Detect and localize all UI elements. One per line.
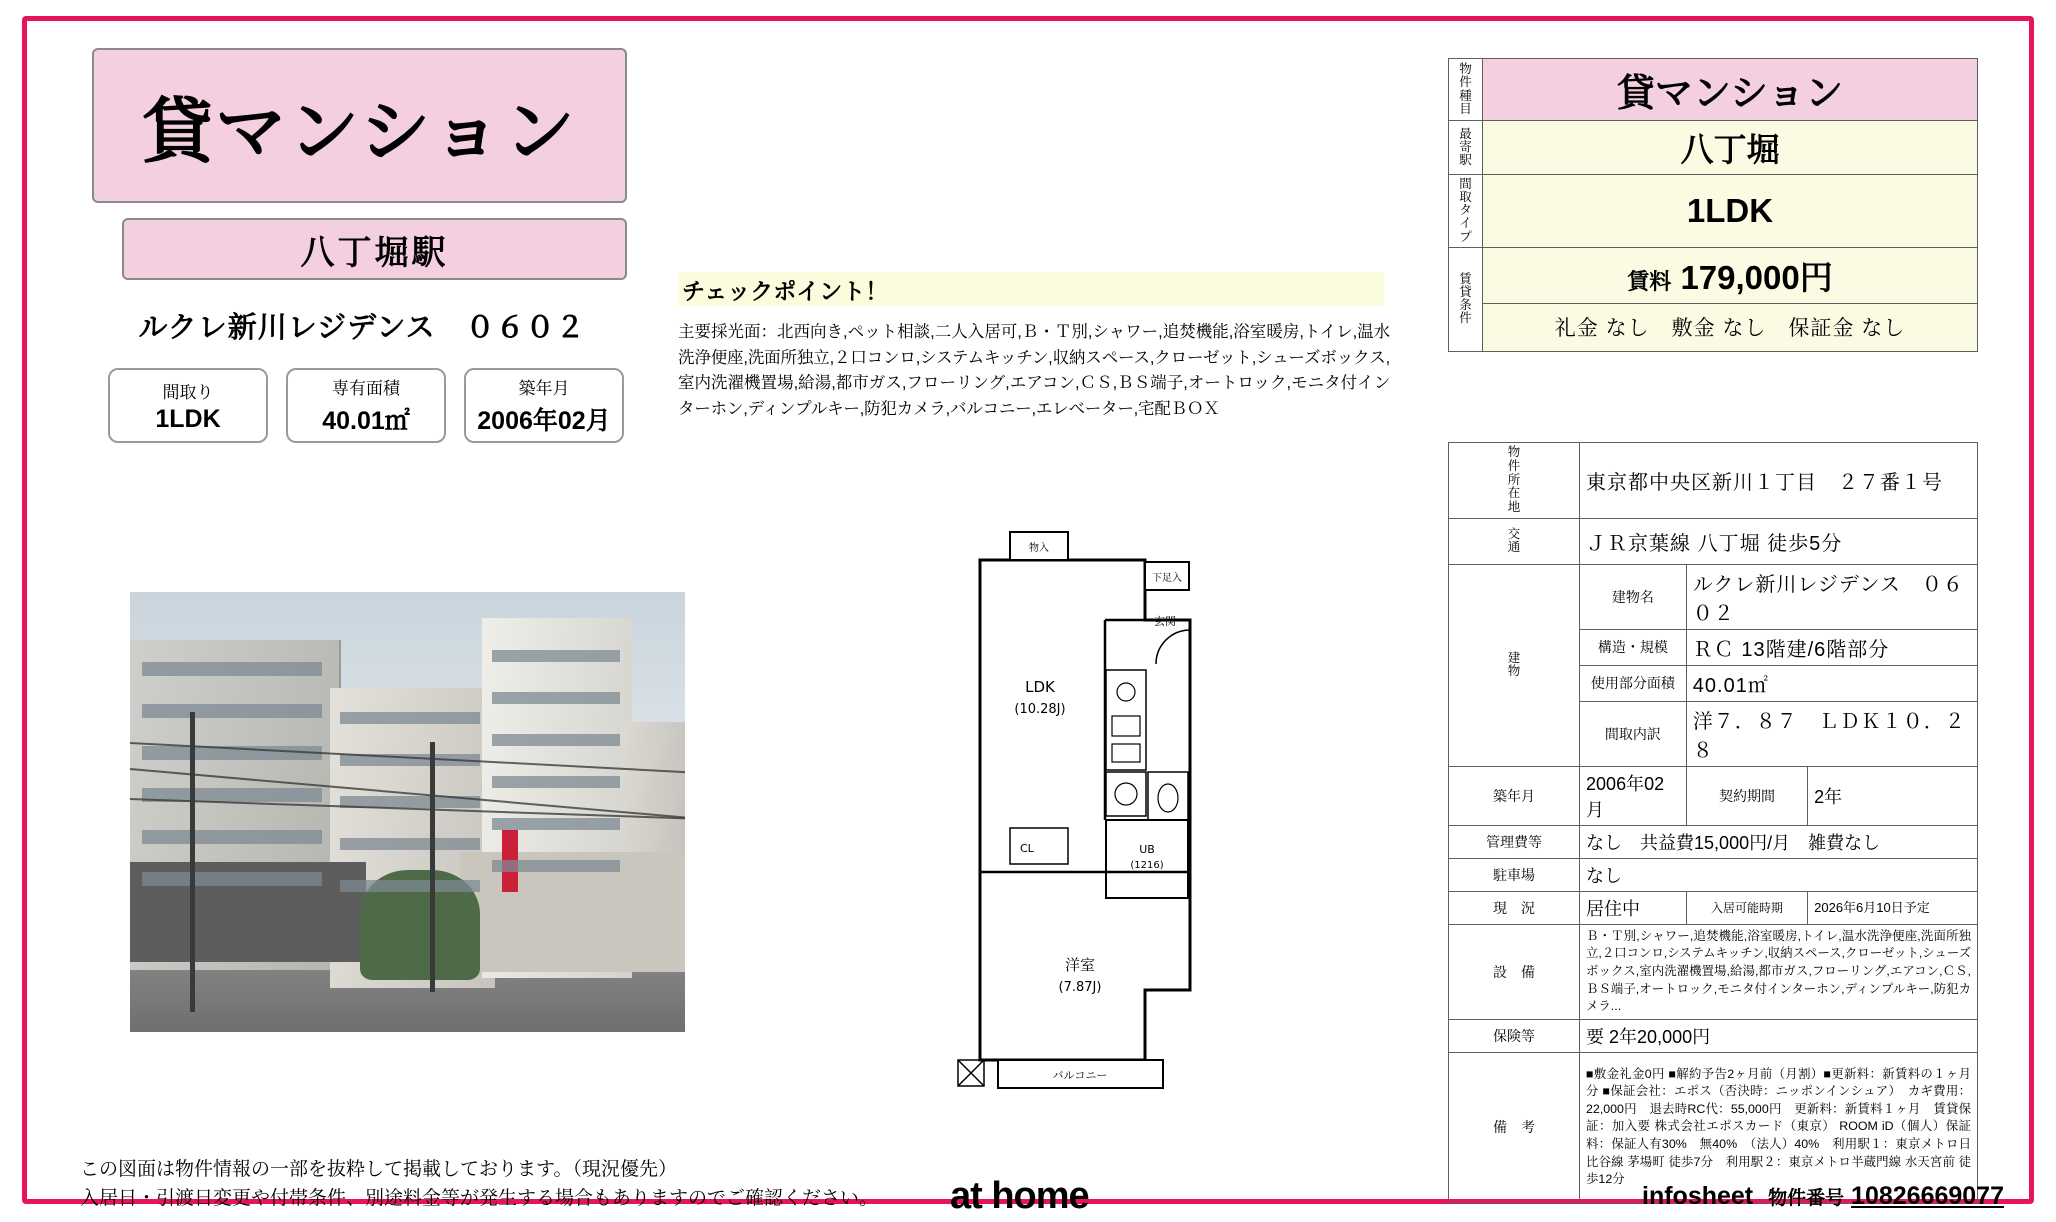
photo-window [142, 830, 322, 844]
spec-summary [108, 368, 624, 443]
label-remarks: 備 考 [1449, 1052, 1580, 1202]
label-address: 物 件 所 在 地 [1449, 443, 1580, 519]
photo-window [492, 776, 620, 788]
value-status: 居住中 [1580, 891, 1687, 924]
table-row [1449, 59, 1978, 121]
label-built: 築年月 [1449, 766, 1580, 825]
row-value-layout: 1LDK [1483, 175, 1978, 248]
building-name: ルクレ新川レジデンス ０６０２ [138, 312, 586, 344]
label-equipment: 設 備 [1449, 924, 1580, 1019]
value-mgmt: なし 共益費15,000円/月 雑費なし [1580, 825, 1978, 858]
table-row [1449, 766, 1978, 825]
spec-layout-label: 間取り [162, 382, 214, 402]
value-area: 40.01㎡ [1686, 665, 1977, 701]
photo-window [142, 872, 322, 886]
value-insurance: 要 2年20,000円 [1580, 1019, 1978, 1052]
checkpoint-title: チェックポイント！ [678, 272, 1384, 306]
table-row [1449, 858, 1978, 891]
value-layout-detail: 洋７．８７ ＬＤＫ１０．２８ [1686, 701, 1977, 766]
spec-built-value: 2006年02月 [477, 407, 611, 435]
table-row [1449, 443, 1978, 519]
property-type-title [92, 48, 627, 203]
table-row [1449, 247, 1978, 303]
value-building-name: ルクレ新川レジデンス ０６０２ [1686, 564, 1977, 629]
summary-panel [1448, 58, 1978, 352]
svg-text:洋室: 洋室 [1064, 956, 1096, 974]
photo-window [340, 838, 480, 850]
athome-logo [950, 1175, 1089, 1218]
footer-note-line2: 入居日・引渡日変更や付帯条件、別途料金等が発生する場合もありますのでご確認ください。 [80, 1188, 879, 1210]
photo-window [492, 734, 620, 746]
row-value-type: 貸マンション [1483, 59, 1978, 121]
svg-text:UB: UB [1139, 843, 1155, 856]
value-structure: ＲＣ 13階建/6階部分 [1686, 629, 1977, 665]
photo-utility-pole [190, 712, 195, 1012]
value-address: 東京都中央区新川１丁目 ２７番１号 [1580, 443, 1978, 519]
athome-logo-text: at home [950, 1175, 1089, 1217]
row-value-station: 八丁堀 [1483, 121, 1978, 175]
station-text: 八丁堀駅 [300, 233, 449, 272]
svg-text:(10.28J): (10.28J) [1014, 702, 1066, 717]
spec-built [464, 368, 624, 443]
svg-text:下足入: 下足入 [1152, 573, 1182, 584]
svg-text:CL: CL [1020, 842, 1034, 855]
deposit-conditions: 礼金 なし 敷金 なし 保証金 なし [1483, 303, 1978, 351]
svg-text:(7.87J): (7.87J) [1058, 980, 1102, 995]
value-built: 2006年02月 [1580, 766, 1687, 825]
photo-utility-pole [430, 742, 435, 992]
label-access: 交 通 [1449, 518, 1580, 564]
photo-window [142, 662, 322, 676]
table-row [1449, 1019, 1978, 1052]
table-row [1449, 825, 1978, 858]
value-equipment: Ｂ・Ｔ別,シャワー,追焚機能,浴室暖房,トイレ,温水洗浄便座,洗面所独立,２口コンロ,システムキッチン,収納スペース,クローゼット,シューズボックス,室内洗濯機置場,給湯,都市ガス,フローリング,エアコン,ＣＳ,ＢＳ端子,オートロック,モニタ付インターホン,ディンプルキー,防犯カメラ... [1580, 924, 1978, 1019]
label-building: 建 物 [1449, 564, 1580, 766]
table-row [1449, 121, 1978, 175]
photo-window [340, 712, 480, 724]
value-access: ＪＲ京葉線 八丁堀 徒歩5分 [1580, 518, 1978, 564]
spec-area-label: 専有面積 [332, 379, 400, 398]
value-parking: なし [1580, 858, 1978, 891]
svg-text:(1216): (1216) [1130, 860, 1164, 871]
label-building-name: 建物名 [1580, 564, 1687, 629]
bukken-label: 物件番号 [1768, 1188, 1845, 1209]
svg-text:バルコニー: バルコニー [1052, 1069, 1108, 1082]
spec-built-label: 築年月 [518, 379, 570, 398]
property-type-text: 貸マンション [142, 89, 577, 173]
svg-text:物入: 物入 [1029, 543, 1049, 554]
spec-area-value: 40.01㎡ [322, 407, 410, 435]
label-mgmt: 管理費等 [1449, 825, 1580, 858]
label-structure: 構造・規模 [1580, 629, 1687, 665]
row-label-station: 最 寄 駅 [1449, 121, 1483, 175]
rent-value: 179,000円 [1680, 258, 1833, 296]
summary-table [1448, 58, 1978, 352]
table-row [1449, 518, 1978, 564]
detail-panel [1448, 442, 1978, 1203]
value-contract: 2年 [1808, 766, 1978, 825]
label-area: 使用部分面積 [1580, 665, 1687, 701]
infosheet-label: infosheet [1642, 1182, 1754, 1210]
rent-label: 賃料 [1627, 268, 1672, 294]
label-insurance: 保険等 [1449, 1019, 1580, 1052]
infosheet-block [1642, 1182, 2004, 1211]
label-movein: 入居可能時期 [1686, 891, 1807, 924]
label-layout-detail: 間取内訳 [1580, 701, 1687, 766]
rent-cell [1483, 247, 1978, 303]
photo-window [142, 704, 322, 718]
svg-text:玄関: 玄関 [1154, 615, 1176, 628]
spec-area [286, 368, 446, 443]
floorplan-svg [940, 520, 1250, 1100]
table-row [1449, 1052, 1978, 1202]
row-label-type: 物 件 種 目 [1449, 59, 1483, 121]
checkpoint-body: 主要採光面：北西向き,ペット相談,二人入居可,Ｂ・Ｔ別,シャワー,追焚機能,浴室暖房,トイレ,温水洗浄便座,洗面所独立,２口コンロ,システムキッチン,収納スペース,クローゼット,シューズボックス,室内洗濯機置場,給湯,都市ガス,フローリング,エアコン,ＣＳ,ＢＳ端子,オートロック,モニタ付インターホン,ディンプルキー,防犯カメラ,バルコニー,エレベーター,宅配ＢＯＸ [678, 323, 1390, 418]
photo-window [492, 650, 620, 662]
table-row [1449, 303, 1978, 351]
footer-note-line1: この図面は物件情報の一部を抜粋して掲載しております。（現況優先） [80, 1159, 677, 1180]
photo-window [340, 880, 480, 892]
detail-table [1448, 442, 1978, 1203]
floorplan [940, 520, 1250, 1100]
photo-window [492, 818, 620, 830]
table-row [1449, 175, 1978, 248]
table-row [1449, 924, 1978, 1019]
label-status: 現 況 [1449, 891, 1580, 924]
label-parking: 駐車場 [1449, 858, 1580, 891]
value-movein: 2026年6月10日予定 [1808, 891, 1978, 924]
photo-window [492, 860, 620, 872]
table-row [1449, 891, 1978, 924]
bukken-number: 10826669077 [1851, 1182, 2004, 1210]
row-label-conditions: 賃 貸 条 件 [1449, 247, 1483, 351]
spec-layout [108, 368, 268, 443]
label-contract: 契約期間 [1686, 766, 1807, 825]
value-remarks: ■敷金礼金0円 ■解約予告2ヶ月前（月割）■更新料：新賃料の１ヶ月分 ■保証会社：エポス（否決時：ニッポンインシュア） カギ費用：22,000円 退去時RC代：55,000円 更新料：新賃料１ヶ月 賃貸保証：加入要 株式会社エポスカード（東京） ROOM iD（個人）保証料：保証人有30% 無40% （法人）40% 利用駅１：東京メトロ日比谷線 茅場町 徒歩7分 利用駅２：東京メトロ半蔵門線 水天宮前 徒歩12分 [1580, 1052, 1978, 1202]
photo-window [492, 692, 620, 704]
row-label-layout: 間 取 タ イ プ [1449, 175, 1483, 248]
spec-layout-value: 1LDK [155, 404, 221, 433]
station-badge [122, 218, 627, 280]
building-photo [130, 592, 685, 1032]
table-row [1449, 564, 1978, 629]
footer-note [80, 1155, 878, 1214]
svg-text:LDK: LDK [1025, 678, 1055, 696]
